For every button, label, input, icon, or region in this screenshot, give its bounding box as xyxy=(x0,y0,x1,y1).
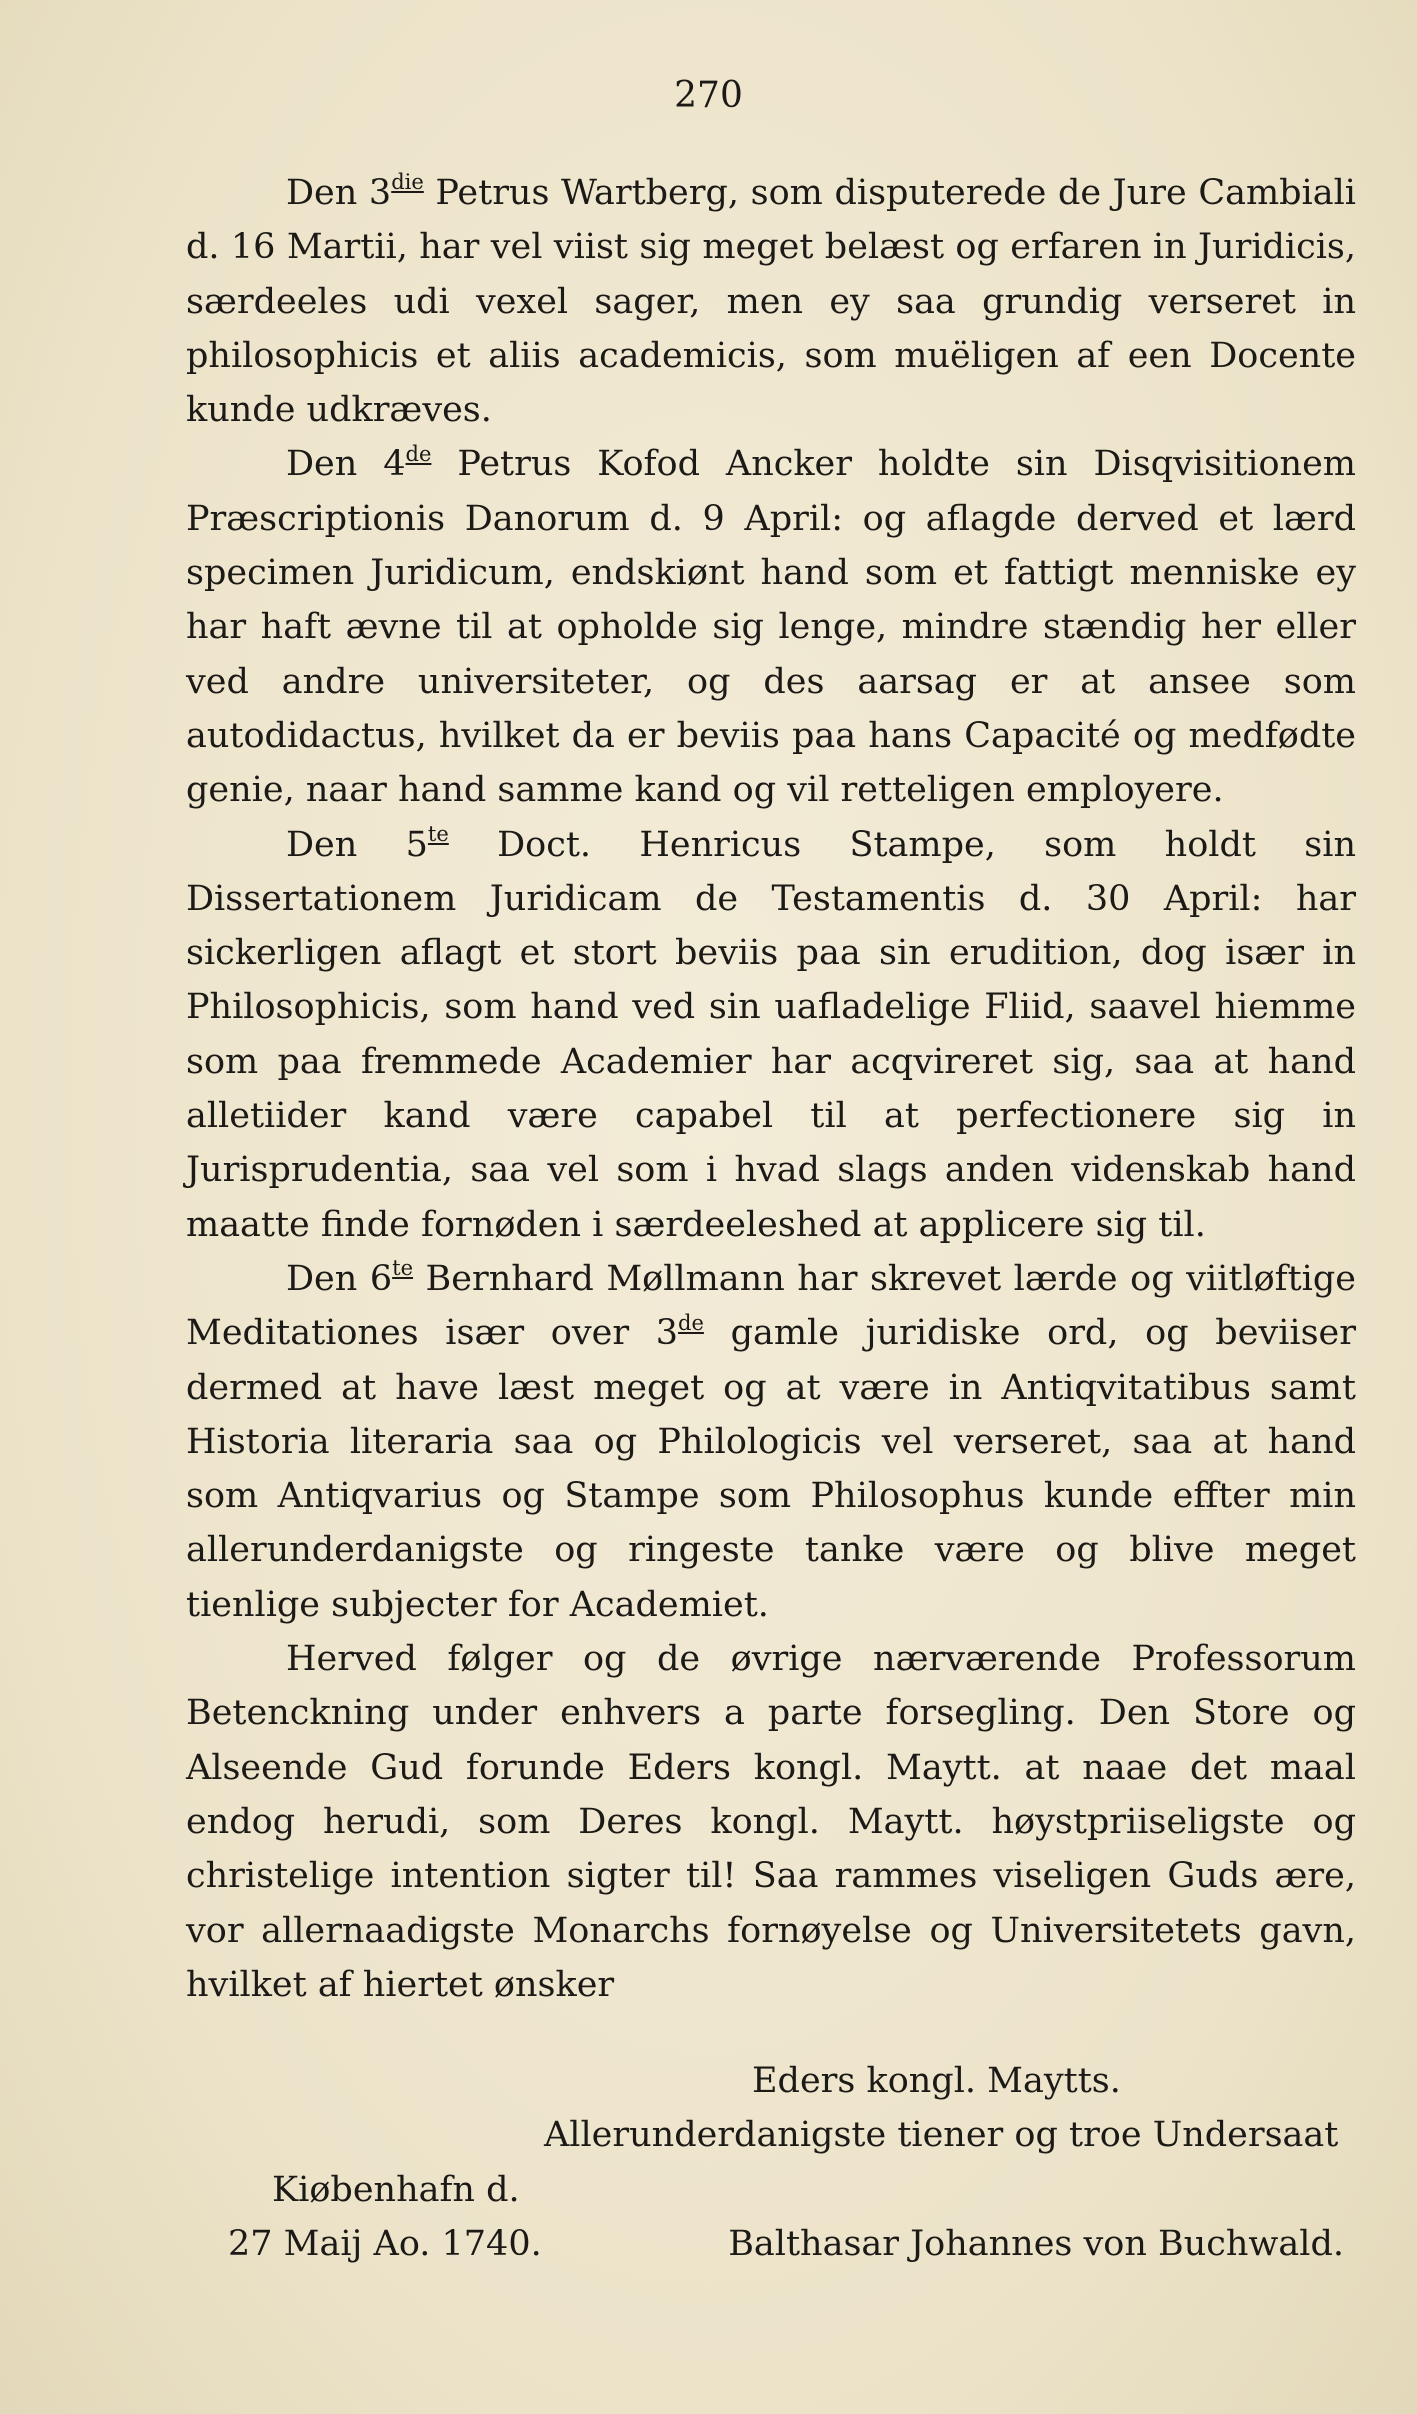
subscription: Allerunderdanigste tiener og troe Undersaat xyxy=(544,2115,1339,2156)
paragraph-text: Petrus Wartberg, som disputerede de Jure Cambiali d. 16 Martii, har vel viist sig meget belæst og erfaren in Juridicis, særdeeles udi vexel sager, men ey saa grundig verseret in philosophicis et aliis academicis, som muëligen af een Docente kunde udkræves. xyxy=(186,173,1357,431)
paragraph-lead: Den 4 xyxy=(286,444,406,485)
paragraph-1 xyxy=(186,166,1356,437)
paragraph-4 xyxy=(186,1252,1356,1632)
ordinal-suffix: te xyxy=(392,1256,413,1281)
ordinal-suffix: die xyxy=(391,170,424,195)
page-number: 270 xyxy=(674,75,743,116)
date-signature-line xyxy=(186,2217,1356,2271)
paragraph-5 xyxy=(186,1632,1356,2012)
signature: Balthasar Johannes von Buchwald. xyxy=(728,2223,1344,2264)
salutation: Eders kongl. Maytts. xyxy=(752,2061,1121,2101)
paragraph-text: Petrus Kofod Ancker holdte sin Disqvisitionem Præscriptionis Danorum d. 9 April: og aflagde derved et lærd specimen Juridicum, endskiønt hand som et fattigt menniske ey har haft ævne til at opholde sig lenge, mindre stændig her eller ved andre universiteter, og des aarsag er at ansee som autodidactus, hvilket da er beviis paa hans Capacité og medfødte genie, naar hand samme kand og vil retteligen employere. xyxy=(186,444,1356,811)
paragraph-2 xyxy=(186,437,1356,817)
place: Kiøbenhafn d. xyxy=(272,2169,520,2210)
paragraph-lead: Den 5 xyxy=(286,824,428,865)
paragraph-text: Doct. Henricus Stampe, som holdt sin Dissertationem Juridicam de Testamentis d. 30 April: har sickerligen aflagt et stort beviis paa sin erudition, dog især in Philosophicis, som hand ved sin uafladelige Fliid, saavel hiemme som paa fremmede Academier har acqvireret sig, saa at hand alletiider kand være capabel til at perfectionere sig in Jurisprudentia, saa vel som i hvad slags anden videnskab hand maatte finde fornøden i særdeeleshed at applicere sig til. xyxy=(186,824,1356,1245)
paragraph-3 xyxy=(186,818,1356,1252)
letter-body xyxy=(186,166,1356,2012)
paragraph-lead: Den 6 xyxy=(286,1258,393,1299)
ordinal-suffix: te xyxy=(427,821,449,846)
letter-closing xyxy=(186,2054,1356,2271)
paragraph-text: gamle juridiske ord, og beviiser dermed at have læst meget og at være in Antiqvitatibus samt Historia literaria saa og Philologicis vel verseret, saa at hand som Antiqvarius og Stampe som Philosophus kunde effter min allerunderdanigste og ringeste tanke være og blive meget tienlige subjecter for Academiet. xyxy=(186,1313,1356,1625)
ordinal-suffix: de xyxy=(405,441,432,466)
paragraph-text: Bernhard Møllmann har skrevet lærde og viitløftige Meditationes især over 3 xyxy=(186,1258,1356,1354)
date: 27 Maij Ao. 1740. xyxy=(228,2223,542,2264)
ordinal-suffix: de xyxy=(678,1310,704,1335)
paragraph-text: Herved følger og de øvrige nærværende Professorum Betenckning under enhvers a parte forsegling. Den Store og Alseende Gud forunde Eders kongl. Maytt. at naae det maal endog herudi, som Deres kongl. Maytt. høystpriiseligste og christelige intention sigter til! Saa rammes viseligen Guds ære, vor allernaadigste Monarchs fornøyelse og Universitetets gavn, hvilket af hiertet ønsker xyxy=(186,1639,1356,2005)
paragraph-lead: Den 3 xyxy=(286,173,392,213)
